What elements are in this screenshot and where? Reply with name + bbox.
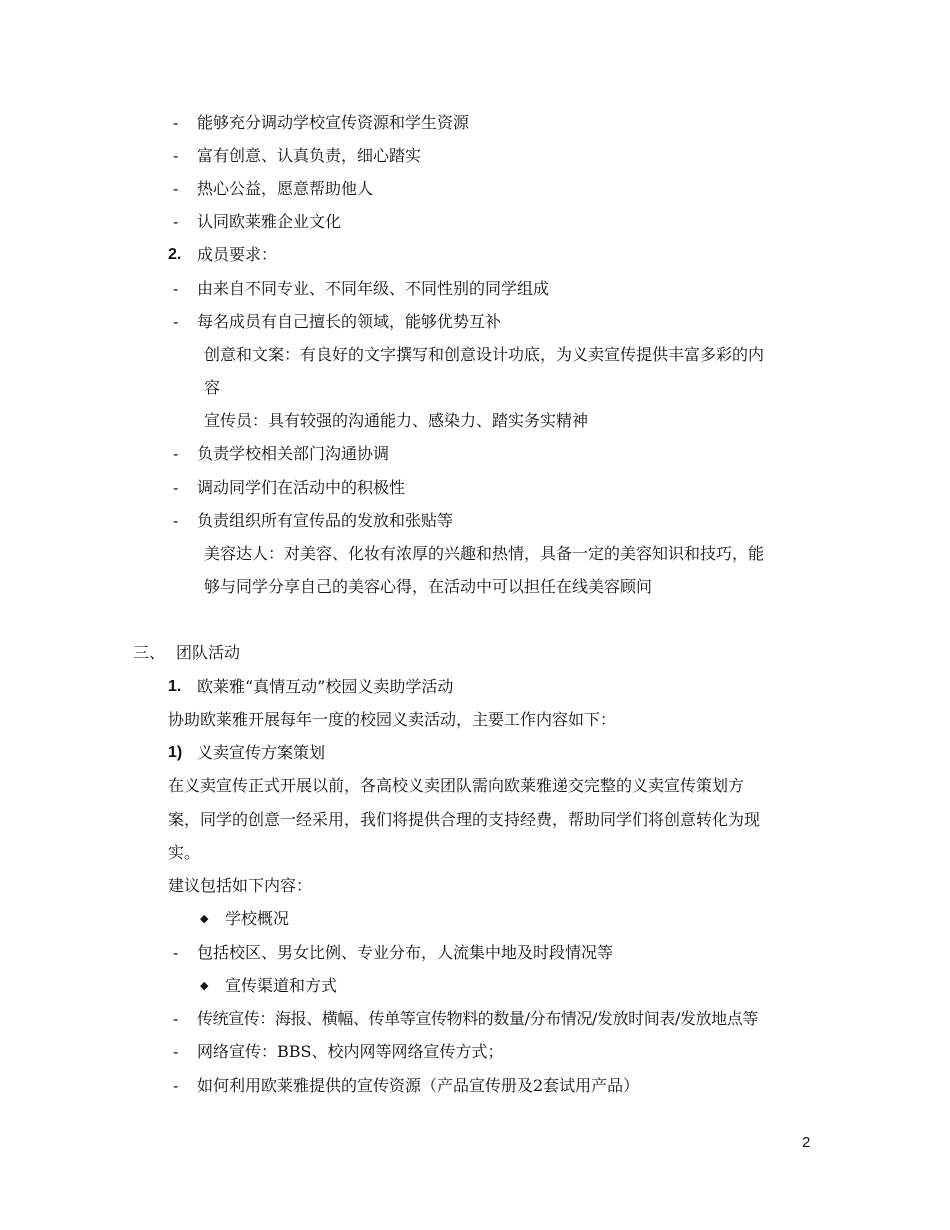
subsection-heading: 义卖宣传方案策划 [197, 743, 326, 762]
list-marker: - [173, 478, 179, 497]
paragraph-line: 实。 [168, 843, 201, 862]
page-number: 2 [802, 1134, 811, 1151]
diamond-bullet-icon: ◆ [200, 912, 209, 925]
list-item: 网络宣传：BBS、校内网等网络宣传方式； [197, 1042, 504, 1061]
list-item: 富有创意、认真负责，细心踏实 [197, 146, 422, 165]
diamond-bullet-icon: ◆ [200, 979, 209, 992]
list-item: 传统宣传：海报、横幅、传单等宣传物料的数量/分布情况/发放时间表/发放地点等 [197, 1009, 758, 1028]
section-heading: 团队活动 [176, 643, 241, 662]
list-item: 如何利用欧莱雅提供的宣传资源（产品宣传册及2套试用产品） [197, 1076, 640, 1095]
list-item: 调动同学们在活动中的积极性 [197, 478, 406, 497]
list-marker: - [173, 113, 179, 132]
list-item: 负责组织所有宣传品的发放和张贴等 [197, 511, 454, 530]
role-description: 创意和文案：有良好的文字撰写和创意设计功底，为义卖宣传提供丰富多彩的内 [204, 345, 765, 364]
paragraph: 协助欧莱雅开展每年一度的校园义卖活动，主要工作内容如下： [168, 710, 617, 729]
list-marker: - [173, 212, 179, 231]
list-marker: - [173, 1009, 179, 1028]
bullet-item: 宣传渠道和方式 [225, 976, 338, 995]
subsection-heading: 成员要求： [197, 245, 278, 264]
list-marker: - [173, 444, 179, 463]
list-item: 认同欧莱雅企业文化 [197, 212, 342, 231]
paragraph-line: 案，同学的创意一经采用，我们将提供合理的支持经费，帮助同学们将创意转化为现 [168, 810, 761, 829]
list-marker: - [173, 1042, 179, 1061]
list-marker: - [173, 179, 179, 198]
list-item: 由来自不同专业、不同年级、不同性别的同学组成 [197, 279, 550, 298]
role-description: 宣传员：具有较强的沟通能力、感染力、踏实务实精神 [204, 411, 589, 430]
list-item: 每名成员有自己擅长的领域，能够优势互补 [197, 312, 502, 331]
subsection-heading: 欧莱雅“真情互动”校园义卖助学活动 [197, 677, 454, 696]
section-number: 2. [168, 246, 182, 263]
section-number: 1. [168, 678, 182, 695]
paragraph: 建议包括如下内容： [168, 876, 313, 895]
list-marker: - [173, 1076, 179, 1095]
list-marker: - [173, 511, 179, 530]
list-marker: - [173, 279, 179, 298]
list-marker: - [173, 146, 179, 165]
paragraph-line: 在义卖宣传正式开展以前，各高校义卖团队需向欧莱雅递交完整的义卖宣传策划方 [168, 776, 745, 795]
role-description-continued: 容 [204, 378, 221, 397]
section-number: 三、 [133, 643, 166, 662]
list-item: 能够充分调动学校宣传资源和学生资源 [197, 113, 470, 132]
list-marker: - [173, 312, 179, 331]
list-item: 包括校区、男女比例、专业分布，人流集中地及时段情况等 [197, 943, 614, 962]
section-number: 1) [168, 744, 183, 761]
list-item: 负责学校相关部门沟通协调 [197, 444, 390, 463]
list-item: 热心公益，愿意帮助他人 [197, 179, 374, 198]
bullet-item: 学校概况 [225, 909, 290, 928]
role-description: 美容达人：对美容、化妆有浓厚的兴趣和热情，具备一定的美容知识和技巧，能 [204, 544, 765, 563]
role-description-continued: 够与同学分享自己的美容心得，在活动中可以担任在线美容顾问 [204, 577, 653, 596]
list-marker: - [173, 943, 179, 962]
